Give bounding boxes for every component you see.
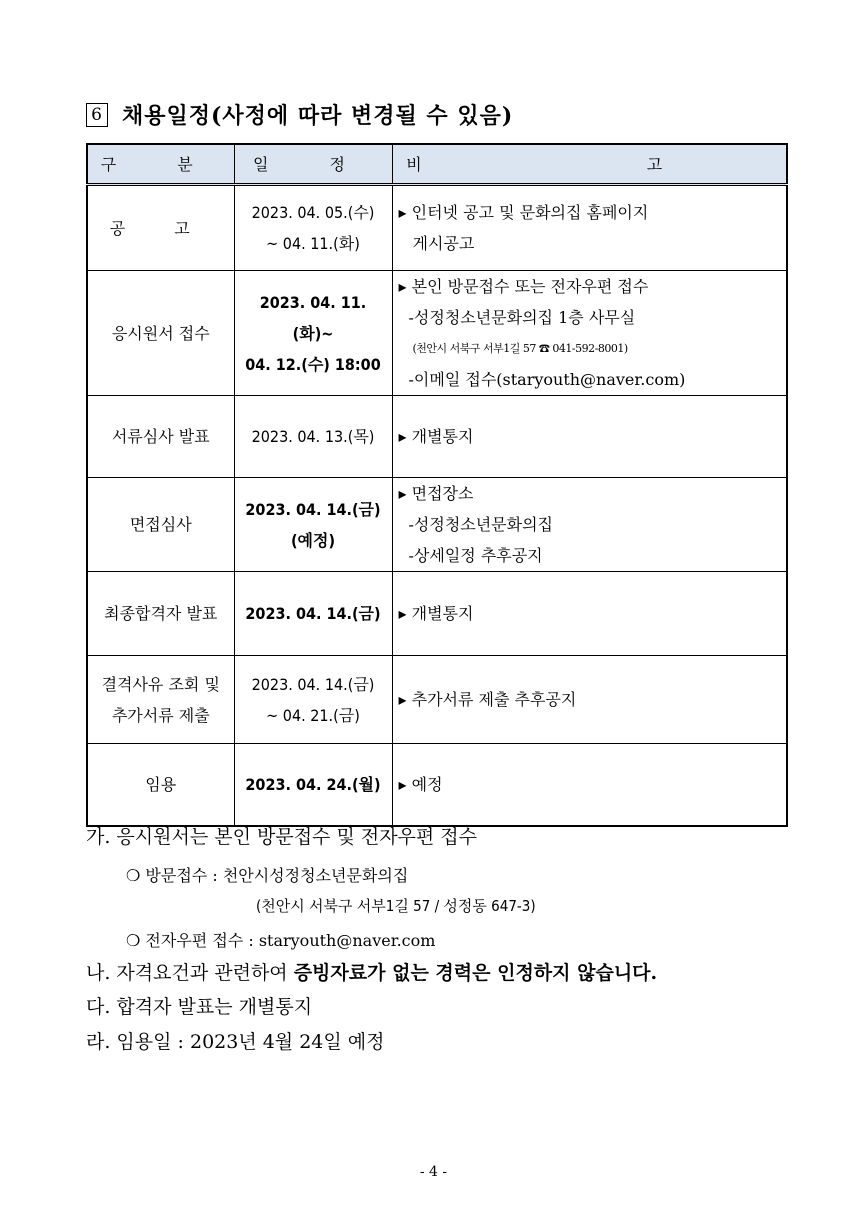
header-date-text: 일 정: [253, 154, 373, 174]
row-date-line: (예정): [290, 530, 336, 550]
note-ra: 라. 임용일 : 2023년 4월 24일 예정: [86, 1031, 385, 1053]
row-note-line: ▸ 면접장소: [398, 484, 474, 503]
section-title: [86, 99, 513, 130]
note-na-bold: 증빙자료가 없는 경력은 인정하지 않습니다.: [293, 962, 658, 984]
row-note-line: ▸ 개별통지: [398, 427, 474, 446]
header-notes-text: 비 고: [406, 154, 773, 174]
row-date: [234, 271, 392, 396]
row-date-line: 2023. 04. 14.(금): [245, 499, 381, 519]
row-note-line: ▸ 예정: [398, 774, 443, 794]
row-notes: [392, 478, 787, 572]
row-category-line: 추가서류 제출: [111, 705, 210, 725]
row-date-line: 2023. 04. 05.(수): [251, 203, 375, 222]
row-date-line: 2023. 04. 14.(금): [245, 604, 381, 623]
header-category-text: 구 분: [100, 154, 221, 174]
row-category-line: 공 고: [109, 218, 212, 238]
row-note-line: ▸ 추가서류 제출 추후공지: [398, 690, 577, 709]
row-date-line: 2023. 04. 14.(금): [251, 674, 375, 694]
row-note-line: -성정청소년문화의집: [408, 515, 554, 534]
row-category-line: 응시원서 접수: [111, 323, 210, 343]
header-notes: [392, 144, 787, 185]
note-ga-visit: ❍ 방문접수 : 천안시성정청소년문화의집: [126, 866, 409, 885]
row-notes: [392, 572, 787, 656]
row-category: [87, 572, 234, 656]
table-row: [87, 396, 787, 478]
row-date-line: ~ 04. 11.(화): [266, 234, 360, 253]
header-category: [87, 144, 234, 185]
note-ga-address: (천안시 서북구 서부1길 57 / 성정동 647-3): [256, 897, 536, 915]
row-category: [87, 744, 234, 826]
row-category: [87, 271, 234, 396]
note-na-prefix: 나. 자격요건과 관련하여: [86, 962, 294, 984]
note-na: [86, 958, 657, 985]
row-notes: [392, 185, 787, 271]
header-date: [234, 144, 392, 185]
row-note-line: -성정청소년문화의집 1층 사무실: [408, 308, 636, 327]
row-category-line: 서류심사 발표: [111, 427, 210, 446]
row-notes: [392, 744, 787, 826]
row-category-line: 면접심사: [129, 515, 192, 534]
table-row: [87, 478, 787, 572]
row-notes: [392, 271, 787, 396]
table-row: [87, 656, 787, 744]
note-ga: 가. 응시원서는 본인 방문접수 및 전자우편 접수: [86, 826, 478, 848]
row-notes: [392, 396, 787, 478]
page-number: - 4 -: [419, 1164, 448, 1180]
table-row: [87, 271, 787, 396]
note-da: 다. 합격자 발표는 개별통지: [86, 996, 313, 1018]
row-date: [234, 185, 392, 271]
schedule-table: [86, 143, 788, 827]
table-row: [87, 744, 787, 826]
row-date: [234, 396, 392, 478]
row-date-line: 2023. 04. 24.(월): [245, 774, 381, 794]
row-date: [234, 478, 392, 572]
row-date-line: 2023. 04. 11.(화)~: [259, 292, 367, 343]
section-number: 6: [86, 103, 108, 127]
table-row: [87, 185, 787, 271]
table-row: [87, 572, 787, 656]
row-note-line: -상세일정 추후공지: [408, 546, 543, 565]
row-category-line: 최종합격자 발표: [104, 604, 218, 623]
row-category: [87, 396, 234, 478]
row-note-line: ▸ 본인 방문접수 또는 전자우편 접수: [398, 277, 649, 296]
row-note-line: (천안시 서북구 서부1길 57 ☎ 041-592-8001): [412, 342, 628, 355]
row-note-line: ▸ 개별통지: [398, 604, 474, 623]
section-title-text: 채용일정(사정에 따라 변경될 수 있음): [122, 103, 514, 129]
row-note-line: 게시공고: [412, 234, 475, 253]
row-date: [234, 572, 392, 656]
row-category-line: 결격사유 조회 및: [101, 674, 220, 694]
row-category: [87, 478, 234, 572]
row-date-line: 2023. 04. 13.(목): [251, 427, 375, 446]
row-date: [234, 744, 392, 826]
row-note-line: -이메일 접수(staryouth@naver.com): [408, 370, 686, 389]
table-header-row: [87, 144, 787, 185]
row-date-line: ~ 04. 21.(금): [266, 705, 360, 725]
row-notes: [392, 656, 787, 744]
row-date: [234, 656, 392, 744]
row-date-line: 04. 12.(수) 18:00: [245, 354, 381, 374]
row-category: [87, 656, 234, 744]
row-category-line: 임용: [145, 774, 177, 794]
row-category: [87, 185, 234, 271]
row-note-line: ▸ 인터넷 공고 및 문화의집 홈페이지: [398, 203, 649, 222]
note-ga-email: ❍ 전자우편 접수 : staryouth@naver.com: [126, 931, 436, 950]
